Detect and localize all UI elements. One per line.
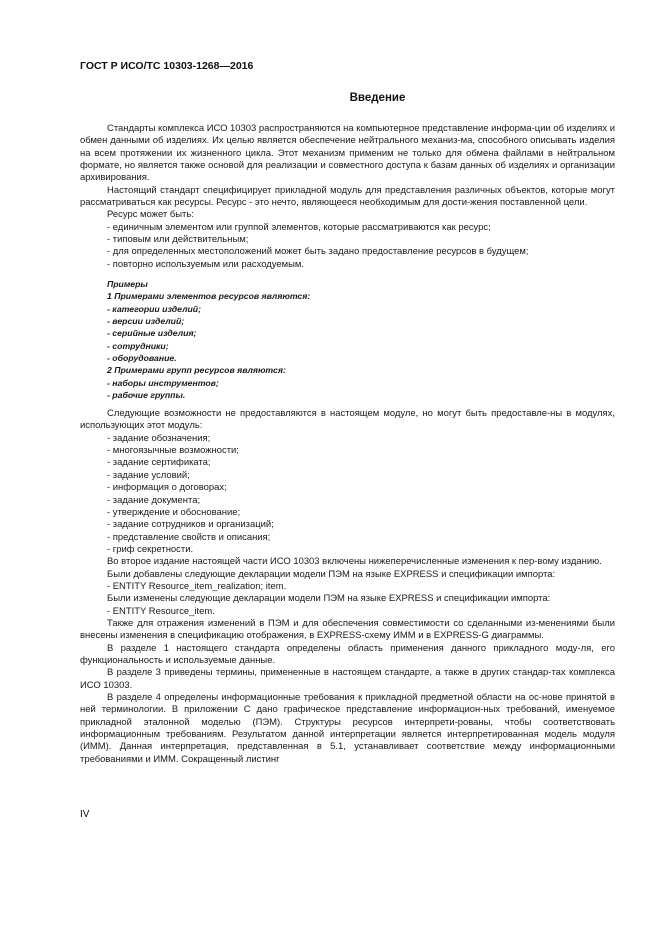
paragraph-intro-3: Ресурс может быть:	[107, 209, 194, 221]
section-title: Введение	[349, 92, 406, 104]
list-item: - задание документа;	[107, 494, 201, 506]
paragraph-intro-2: Настоящий стандарт специфицирует прикладной модуль для представления различных объектов, которые могут рассматриваться как ресурсы. Ресурс - это нечто, являющееся необходимым для дости-жения поставленной цели.	[80, 184, 615, 209]
paragraph-section-4: В разделе 4 определены информационные требования к прикладной предметной области на ос-нове принятой в ней терминологии. В приложении С дано графическое представление информацион-ных требований, именуемое прикладной эталонной моделью (ПЭМ). Структуры ресурсов интерпрети-рованы, чтобы соответствовать информационным требованиям. Результатом данной интерпретации является интерпретированная модель модуля (ИММ). Данная интерпретация, представленная в 5.1, устанавливает соответствие между информационными требованиями и ИММ. Сокращенный листинг	[80, 692, 615, 765]
list-item: - типовым или действительным;	[107, 234, 249, 246]
list-item: - утверждение и обоснование;	[107, 506, 241, 518]
document-body	[80, 123, 615, 766]
spacer	[80, 401, 615, 408]
list-item: - многоязычные возможности;	[107, 445, 239, 457]
document-header: ГОСТ Р ИСО/ТС 10303-1268—2016	[80, 60, 254, 72]
example-line: - рабочие группы.	[107, 389, 186, 400]
paragraph-section-1: В разделе 1 настоящего стандарта определены область применения данного прикладного моду-ля, его функциональность и используемые данные.	[80, 642, 615, 666]
list-item: - гриф секретности.	[107, 543, 194, 555]
list-item: - задание условий;	[107, 469, 190, 481]
example-line: - серийные изделия;	[107, 328, 197, 339]
paragraph-intro-1: Стандарты комплекса ИСО 10303 распространяются на компьютерное представление информа-ции об изделиях и обмен данными об изделиях. Их целью является обеспечение нейтрального механиз-ма, способного описывать изделия на всем протяжении их жизненного цикла. Этот механизм применим не только для обмена файлами в нейтральном формате, но является также основой для реализации и совместного доступа к базам данных об изделиях и организации архивирования.	[80, 123, 615, 184]
list-item: - информация о договорах;	[107, 482, 227, 494]
list-item: - задание сотрудников и организаций;	[107, 519, 274, 531]
list-item: - задание обозначения;	[107, 432, 211, 444]
list-item: - повторно используемым или расходуемым.	[107, 258, 305, 270]
paragraph-section-3: В разделе 3 приведены термины, примененные в настоящем стандарте, а также в других стандар-тах комплекса ИСО 10303.	[80, 667, 615, 691]
list-item: - для определенных местоположений может быть задано предоставление ресурсов в будущем;	[107, 246, 529, 258]
list-item: - ENTITY Resource_item.	[107, 605, 215, 617]
list-item: - единичным элементом или группой элементов, которые рассматриваются как ресурс;	[107, 221, 491, 233]
example-line: 1 Примерами элементов ресурсов являются:	[107, 291, 311, 302]
example-line: - оборудование.	[107, 352, 177, 363]
example-line: - версии изделий;	[107, 316, 185, 327]
list-item: - представление свойств и описания;	[107, 531, 271, 543]
paragraph-capabilities: Следующие возможности не предоставляются в настоящем модуле, но могут быть предоставле-ны в модулях, использующих этот модуль:	[80, 408, 615, 432]
spacer	[80, 271, 615, 278]
list-item: - ENTITY Resource_item_realization; item.	[107, 580, 287, 592]
paragraph-added-declarations: Были добавлены следующие декларации модели ПЭМ на языке EXPRESS и спецификации импорта:	[107, 568, 556, 580]
example-line: - категории изделий;	[107, 303, 201, 314]
paragraph-changed-declarations: Были изменены следующие декларации модели ПЭМ на языке EXPRESS и спецификации импорта:	[107, 593, 551, 605]
paragraph-second-edition: Во второе издание настоящей части ИСО 10303 включены нижеперечисленные изменения к пер-вому изданию.	[107, 556, 602, 568]
page-number: IV	[80, 809, 90, 820]
example-line: - сотрудники;	[107, 340, 169, 351]
examples-title: Примеры	[107, 279, 148, 290]
list-item: - задание сертификата;	[107, 457, 211, 469]
example-line: - наборы инструментов;	[107, 377, 219, 388]
example-line: 2 Примерами групп ресурсов являются:	[107, 365, 286, 376]
paragraph-mapping-changes: Также для отражения изменений в ПЭМ и для обеспечения совместимости со сделанными из-менениями были внесены изменения в спецификацию отображения, в EXPRESS-схему ИММ и в EXPRESS-G диаграммы.	[80, 617, 615, 642]
